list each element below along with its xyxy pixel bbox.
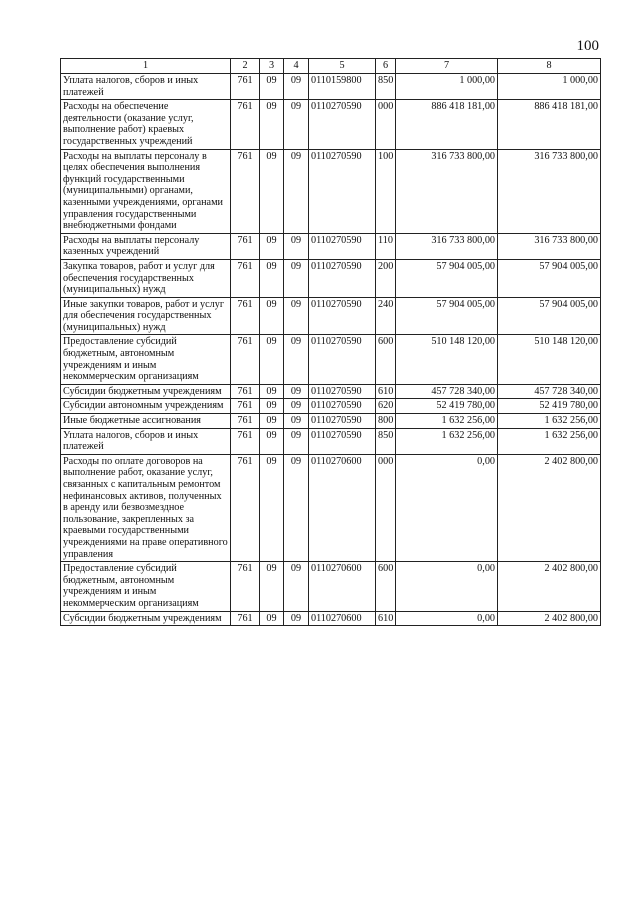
target-article-code: 0110270590: [309, 100, 376, 149]
section-code: 09: [260, 562, 284, 611]
row-name: Расходы на выплаты персоналу в целях обеспечения выполнения функций государственными (муниципальными) органами, казенными учреждениями, органами управления государственными внебюджетными фондами: [61, 149, 231, 233]
expense-type-code: 620: [376, 399, 396, 414]
expense-type-code: 850: [376, 74, 396, 100]
admin-code: 761: [231, 562, 260, 611]
admin-code: 761: [231, 100, 260, 149]
column-header: 7: [396, 59, 498, 74]
table-row: [61, 414, 601, 429]
expense-type-code: 610: [376, 384, 396, 399]
section-code: 09: [260, 428, 284, 454]
admin-code: 761: [231, 384, 260, 399]
column-header: 3: [260, 59, 284, 74]
row-name: Субсидии автономным учреждениям: [61, 399, 231, 414]
amount-col8: 57 904 005,00: [498, 297, 601, 335]
subsection-code: 09: [284, 74, 309, 100]
amount-col7: 57 904 005,00: [396, 259, 498, 297]
subsection-code: 09: [284, 233, 309, 259]
table-row: [61, 384, 601, 399]
admin-code: 761: [231, 233, 260, 259]
target-article-code: 0110270600: [309, 611, 376, 626]
row-name: Субсидии бюджетным учреждениям: [61, 611, 231, 626]
column-header: 5: [309, 59, 376, 74]
target-article-code: 0110270590: [309, 399, 376, 414]
expense-type-code: 200: [376, 259, 396, 297]
section-code: 09: [260, 297, 284, 335]
row-name: Предоставление субсидий бюджетным, автономным учреждениям и иным некоммерческим организациям: [61, 335, 231, 384]
header-row: [61, 59, 601, 74]
row-name: Субсидии бюджетным учреждениям: [61, 384, 231, 399]
amount-col8: 52 419 780,00: [498, 399, 601, 414]
column-header: 1: [61, 59, 231, 74]
amount-col8: 2 402 800,00: [498, 611, 601, 626]
amount-col8: 886 418 181,00: [498, 100, 601, 149]
row-name: Расходы на выплаты персоналу казенных учреждений: [61, 233, 231, 259]
table-row: [61, 399, 601, 414]
amount-col8: 1 632 256,00: [498, 428, 601, 454]
amount-col8: 2 402 800,00: [498, 562, 601, 611]
column-header: 4: [284, 59, 309, 74]
subsection-code: 09: [284, 335, 309, 384]
admin-code: 761: [231, 399, 260, 414]
amount-col8: 1 632 256,00: [498, 414, 601, 429]
row-name: Предоставление субсидий бюджетным, автономным учреждениям и иным некоммерческим организациям: [61, 562, 231, 611]
row-name: Уплата налогов, сборов и иных платежей: [61, 74, 231, 100]
row-name: Закупка товаров, работ и услуг для обеспечения государственных (муниципальных) нужд: [61, 259, 231, 297]
section-code: 09: [260, 414, 284, 429]
target-article-code: 0110270590: [309, 149, 376, 233]
amount-col8: 316 733 800,00: [498, 149, 601, 233]
table-row: [61, 297, 601, 335]
section-code: 09: [260, 74, 284, 100]
section-code: 09: [260, 100, 284, 149]
amount-col7: 0,00: [396, 562, 498, 611]
subsection-code: 09: [284, 399, 309, 414]
subsection-code: 09: [284, 454, 309, 561]
expense-type-code: 000: [376, 100, 396, 149]
subsection-code: 09: [284, 414, 309, 429]
amount-col7: 0,00: [396, 454, 498, 561]
expense-type-code: 000: [376, 454, 396, 561]
column-header: 8: [498, 59, 601, 74]
row-name: Иные закупки товаров, работ и услуг для обеспечения государственных (муниципальных) нужд: [61, 297, 231, 335]
admin-code: 761: [231, 454, 260, 561]
row-name: Расходы по оплате договоров на выполнение работ, оказание услуг, связанных с капитальным ремонтом нефинансовых активов, полученных в аренду или безвозмездное пользование, закрепленных за краевыми государственными учреждениями на праве оперативного управления: [61, 454, 231, 561]
table-body: [61, 74, 601, 626]
amount-col7: 1 000,00: [396, 74, 498, 100]
admin-code: 761: [231, 74, 260, 100]
expense-type-code: 600: [376, 562, 396, 611]
section-code: 09: [260, 399, 284, 414]
target-article-code: 0110270590: [309, 384, 376, 399]
subsection-code: 09: [284, 149, 309, 233]
amount-col7: 886 418 181,00: [396, 100, 498, 149]
target-article-code: 0110270600: [309, 562, 376, 611]
target-article-code: 0110270590: [309, 259, 376, 297]
section-code: 09: [260, 335, 284, 384]
subsection-code: 09: [284, 384, 309, 399]
admin-code: 761: [231, 297, 260, 335]
subsection-code: 09: [284, 611, 309, 626]
admin-code: 761: [231, 335, 260, 384]
table-row: [61, 149, 601, 233]
section-code: 09: [260, 149, 284, 233]
expense-type-code: 240: [376, 297, 396, 335]
target-article-code: 0110159800: [309, 74, 376, 100]
table-row: [61, 335, 601, 384]
table-row: [61, 233, 601, 259]
section-code: 09: [260, 454, 284, 561]
row-name: Уплата налогов, сборов и иных платежей: [61, 428, 231, 454]
subsection-code: 09: [284, 100, 309, 149]
expense-type-code: 600: [376, 335, 396, 384]
amount-col7: 52 419 780,00: [396, 399, 498, 414]
amount-col8: 457 728 340,00: [498, 384, 601, 399]
target-article-code: 0110270600: [309, 454, 376, 561]
amount-col7: 316 733 800,00: [396, 233, 498, 259]
expense-type-code: 100: [376, 149, 396, 233]
target-article-code: 0110270590: [309, 297, 376, 335]
amount-col7: 1 632 256,00: [396, 428, 498, 454]
subsection-code: 09: [284, 428, 309, 454]
section-code: 09: [260, 259, 284, 297]
expense-type-code: 610: [376, 611, 396, 626]
admin-code: 761: [231, 259, 260, 297]
table-row: [61, 562, 601, 611]
target-article-code: 0110270590: [309, 335, 376, 384]
amount-col7: 510 148 120,00: [396, 335, 498, 384]
section-code: 09: [260, 233, 284, 259]
table-row: [61, 259, 601, 297]
table-row: [61, 74, 601, 100]
target-article-code: 0110270590: [309, 428, 376, 454]
amount-col8: 57 904 005,00: [498, 259, 601, 297]
amount-col7: 0,00: [396, 611, 498, 626]
admin-code: 761: [231, 149, 260, 233]
amount-col7: 57 904 005,00: [396, 297, 498, 335]
amount-col8: 510 148 120,00: [498, 335, 601, 384]
section-code: 09: [260, 611, 284, 626]
admin-code: 761: [231, 428, 260, 454]
admin-code: 761: [231, 414, 260, 429]
subsection-code: 09: [284, 297, 309, 335]
expense-type-code: 800: [376, 414, 396, 429]
amount-col8: 316 733 800,00: [498, 233, 601, 259]
subsection-code: 09: [284, 562, 309, 611]
column-header: 2: [231, 59, 260, 74]
row-name: Расходы на обеспечение деятельности (оказание услуг, выполнение работ) краевых государственных учреждений: [61, 100, 231, 149]
table-row: [61, 100, 601, 149]
table-row: [61, 454, 601, 561]
expense-type-code: 850: [376, 428, 396, 454]
amount-col7: 316 733 800,00: [396, 149, 498, 233]
target-article-code: 0110270590: [309, 233, 376, 259]
page-number: 100: [576, 38, 599, 54]
row-name: Иные бюджетные ассигнования: [61, 414, 231, 429]
expense-type-code: 110: [376, 233, 396, 259]
table-row: [61, 611, 601, 626]
subsection-code: 09: [284, 259, 309, 297]
amount-col8: 2 402 800,00: [498, 454, 601, 561]
amount-col8: 1 000,00: [498, 74, 601, 100]
budget-table: [60, 58, 601, 626]
admin-code: 761: [231, 611, 260, 626]
amount-col7: 457 728 340,00: [396, 384, 498, 399]
table-row: [61, 428, 601, 454]
target-article-code: 0110270590: [309, 414, 376, 429]
column-header: 6: [376, 59, 396, 74]
section-code: 09: [260, 384, 284, 399]
amount-col7: 1 632 256,00: [396, 414, 498, 429]
